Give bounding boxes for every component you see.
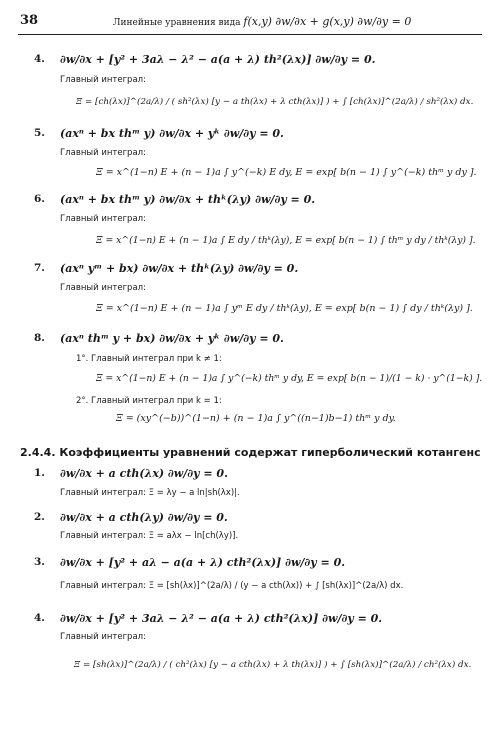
equation: ∂w/∂x + [y² + 3aλ − λ² − a(a + λ) th²(λx)] ∂w/∂y = 0.: [60, 53, 376, 66]
equation-number: 6.: [34, 193, 45, 205]
equation-number: 4.: [34, 53, 45, 65]
integral-formula: Ξ = x^(1−n) E + (n − 1)a ∫ yᵐ E dy / thᵏ(λy), E = exp[ b(n − 1) ∫ dy / thᵏ(λy) ].: [96, 303, 473, 314]
integral-line: Главный интеграл: Ξ = λy − a ln|sh(λx)|.: [60, 488, 240, 498]
header-title: [113, 15, 411, 28]
equation: (axⁿ + bx thᵐ y) ∂w/∂x + yᵏ ∂w/∂y = 0.: [60, 127, 284, 140]
equation-number: 5.: [34, 127, 45, 139]
integral-line: Главный интеграл: Ξ = [sh(λx)]^(2a/λ) / (y − a cth(λx)) + ∫ [sh(λx)]^(2a/λ) dx.: [60, 581, 404, 591]
integral-label: Главный интеграл:: [60, 632, 146, 642]
integral-label: Главный интеграл:: [60, 75, 146, 85]
equation: (axⁿ + bx thᵐ y) ∂w/∂x + thᵏ(λy) ∂w/∂y = 0.: [60, 193, 316, 206]
equation-number: 7.: [34, 262, 45, 274]
integral-label: 1°. Главный интеграл при k ≠ 1:: [76, 354, 222, 364]
equation-number: 3.: [34, 556, 45, 568]
equation: ∂w/∂x + a cth(λy) ∂w/∂y = 0.: [60, 511, 228, 524]
equation-number: 1.: [34, 467, 45, 479]
equation: ∂w/∂x + a cth(λx) ∂w/∂y = 0.: [60, 467, 228, 480]
integral-formula: Ξ = x^(1−n) E + (n − 1)a ∫ y^(−k) E dy, E = exp[ b(n − 1) ∫ y^(−k) thᵐ y dy ].: [96, 167, 477, 178]
integral-formula: Ξ = x^(1−n) E + (n − 1)a ∫ y^(−k) thᵐ y dy, E = exp[ b(n − 1)/(1 − k) · y^(1−k) ].: [96, 373, 483, 384]
integral-formula: Ξ = [sh(λx)]^(2a/λ) / ( ch²(λx) [y − a cth(λx) + λ th(λx)] ) + ∫ [sh(λx)]^(2a/λ) / ch²(λx) dx.: [74, 660, 472, 670]
equation: (axⁿ thᵐ y + bx) ∂w/∂x + yᵏ ∂w/∂y = 0.: [60, 332, 284, 345]
integral-label: Главный интеграл:: [60, 283, 146, 293]
integral-formula: Ξ = [ch(λx)]^(2a/λ) / ( sh²(λx) [y − a th(λx) + λ cth(λx)] ) + ∫ [ch(λx)]^(2a/λ) / sh²(λx) dx.: [76, 97, 474, 107]
equation: ∂w/∂x + [y² + 3aλ − λ² − a(a + λ) cth²(λx)] ∂w/∂y = 0.: [60, 612, 383, 625]
integral-label: 2°. Главный интеграл при k = 1:: [76, 396, 222, 406]
equation-number: 4.: [34, 612, 45, 624]
equation: (axⁿ yᵐ + bx) ∂w/∂x + thᵏ(λy) ∂w/∂y = 0.: [60, 262, 299, 275]
integral-label: Главный интеграл:: [60, 214, 146, 224]
integral-formula: Ξ = x^(1−n) E + (n − 1)a ∫ E dy / thᵏ(λy), E = exp[ b(n − 1) ∫ thᵐ y dy / thᵏ(λy) ].: [96, 235, 476, 246]
header-title-formula: f(x,y) ∂w/∂x + g(x,y) ∂w/∂y = 0: [243, 15, 412, 28]
integral-formula: Ξ = (xy^(−b))^(1−n) + (n − 1)a ∫ y^((n−1)b−1) thᵐ y dy.: [116, 413, 396, 424]
integral-label: Главный интеграл:: [60, 148, 146, 158]
equation-number: 8.: [34, 332, 45, 344]
integral-line: Главный интеграл: Ξ = aλx − ln[ch(λy)].: [60, 531, 239, 541]
equation: ∂w/∂x + [y² + aλ − a(a + λ) cth²(λx)] ∂w/∂y = 0.: [60, 556, 346, 569]
running-header: [18, 12, 482, 35]
section-title: 2.4.4. Коэффициенты уравнений содержат гиперболический котангенс: [20, 446, 481, 459]
header-title-prefix: Линейные уравнения вида: [113, 18, 241, 28]
page-number: 38: [20, 13, 39, 28]
equation-number: 2.: [34, 511, 45, 523]
